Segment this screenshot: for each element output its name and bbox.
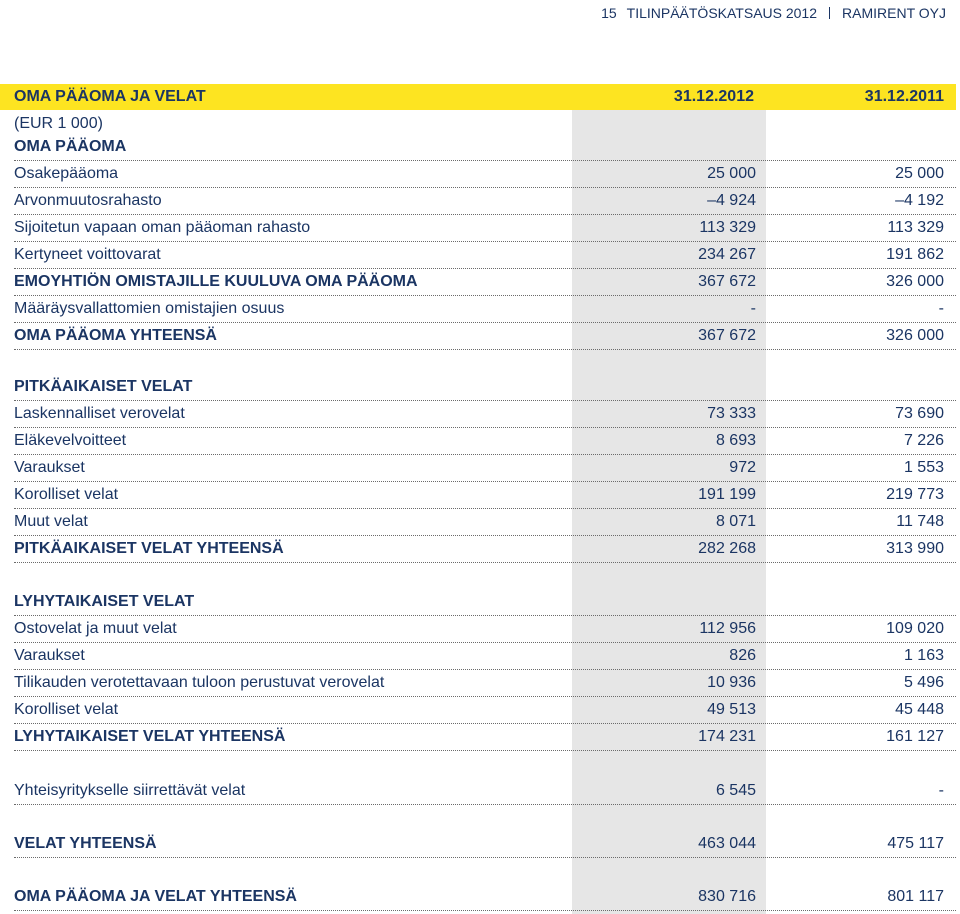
table-row: [14, 374, 956, 401]
page-header: [601, 0, 946, 26]
table-row: [14, 188, 956, 215]
row-label: OMA PÄÄOMA JA VELAT YHTEENSÄ: [14, 888, 297, 905]
table-row: [14, 323, 956, 350]
value-2012: 10 936: [707, 674, 756, 691]
table-row: [14, 509, 956, 536]
value-2011: 25 000: [895, 165, 944, 182]
table-row: [14, 778, 956, 805]
value-2012: 463 044: [698, 835, 756, 852]
value-2011: -: [938, 782, 944, 799]
report-title: TILINPÄÄTÖSKATSAUS 2012: [626, 5, 818, 21]
table-row: [14, 482, 956, 509]
value-2012: 282 268: [698, 540, 756, 557]
row-label: PITKÄAIKAISET VELAT YHTEENSÄ: [14, 540, 284, 557]
value-2011: 326 000: [886, 327, 944, 344]
value-2011: 191 862: [886, 246, 944, 263]
table-row: [14, 536, 956, 563]
table-row: [14, 643, 956, 670]
table-row: [14, 697, 956, 724]
row-label: Korolliset velat: [14, 486, 119, 503]
value-2012: 113 329: [699, 219, 756, 236]
table-row: [14, 831, 956, 858]
value-2011: 801 117: [887, 888, 944, 905]
row-label: Varaukset: [14, 647, 85, 664]
value-2012: 73 333: [707, 405, 756, 422]
value-2012: 8 071: [715, 513, 756, 530]
value-2012: –4 924: [707, 192, 756, 209]
table-row: [14, 428, 956, 455]
table-row: [14, 884, 956, 911]
table-row: [14, 296, 956, 323]
value-2011: 113 329: [887, 219, 944, 236]
value-2011: 11 748: [896, 513, 944, 530]
value-2011: 313 990: [886, 540, 944, 557]
company-name: RAMIRENT OYJ: [842, 5, 946, 21]
table-row: [14, 161, 956, 188]
value-2011: 475 117: [887, 835, 944, 852]
row-label: Osakepääoma: [14, 165, 119, 182]
row-label: Sijoitetun vapaan oman pääoman rahasto: [14, 219, 311, 236]
page-number: 15: [601, 5, 617, 21]
value-2012: 25 000: [707, 165, 756, 182]
row-label: Tilikauden verotettavaan tuloon perustuvat verovelat: [14, 674, 385, 691]
row-label: OMA PÄÄOMA: [14, 138, 127, 155]
value-2011: 7 226: [903, 432, 944, 449]
value-2012: 830 716: [698, 888, 756, 905]
row-label: OMA PÄÄOMA YHTEENSÄ: [14, 327, 217, 344]
row-label: Ostovelat ja muut velat: [14, 620, 177, 637]
row-label: Korolliset velat: [14, 701, 119, 718]
table-title: OMA PÄÄOMA JA VELAT: [14, 88, 206, 105]
value-2011: 1 553: [903, 459, 944, 476]
value-2011: 1 163: [903, 647, 944, 664]
table-row: [14, 134, 956, 161]
table-row: [14, 401, 956, 428]
value-2011: 5 496: [903, 674, 944, 691]
row-label: Kertyneet voittovarat: [14, 246, 161, 263]
row-label: EMOYHTIÖN OMISTAJILLE KUULUVA OMA PÄÄOMA: [14, 273, 418, 290]
value-2012: 234 267: [698, 246, 756, 263]
row-label: Laskennalliset verovelat: [14, 405, 185, 422]
table-row: [14, 110, 956, 137]
row-label: Varaukset: [14, 459, 85, 476]
row-label: (EUR 1 000): [14, 115, 103, 132]
value-2011: -: [938, 300, 944, 317]
value-2012: 8 693: [715, 432, 756, 449]
table-row: [14, 670, 956, 697]
table-row: [14, 455, 956, 482]
value-2011: 161 127: [886, 728, 944, 745]
table-row: [14, 589, 956, 616]
column-header-2011: 31.12.2011: [864, 88, 944, 105]
value-2012: 367 672: [698, 273, 756, 290]
value-2011: –4 192: [895, 192, 944, 209]
row-label: LYHYTAIKAISET VELAT: [14, 593, 195, 610]
table-header-row: [0, 84, 956, 110]
row-label: Muut velat: [14, 513, 88, 530]
value-2012: 367 672: [698, 327, 756, 344]
value-2012: 112 956: [699, 620, 756, 637]
value-2012: -: [750, 300, 756, 317]
header-separator: [829, 7, 830, 19]
value-2011: 326 000: [886, 273, 944, 290]
table-row: [14, 242, 956, 269]
table-row: [14, 724, 956, 751]
value-2011: 109 020: [886, 620, 944, 637]
row-label: PITKÄAIKAISET VELAT: [14, 378, 193, 395]
value-2012: 6 545: [715, 782, 756, 799]
table-row: [14, 215, 956, 242]
value-2012: 826: [729, 647, 756, 664]
column-header-2012: 31.12.2012: [673, 88, 754, 105]
row-label: LYHYTAIKAISET VELAT YHTEENSÄ: [14, 728, 286, 745]
value-2012: 174 231: [698, 728, 756, 745]
table-row: [14, 616, 956, 643]
value-2012: 191 199: [698, 486, 756, 503]
row-label: Yhteisyritykselle siirrettävät velat: [14, 782, 246, 799]
row-label: Määräysvallattomien omistajien osuus: [14, 300, 285, 317]
row-label: Arvonmuutosrahasto: [14, 192, 162, 209]
value-2011: 219 773: [886, 486, 944, 503]
value-2012: 972: [729, 459, 756, 476]
row-label: VELAT YHTEENSÄ: [14, 835, 157, 852]
value-2011: 45 448: [895, 701, 944, 718]
value-2011: 73 690: [895, 405, 944, 422]
value-2012: 49 513: [707, 701, 756, 718]
row-label: Eläkevelvoitteet: [14, 432, 127, 449]
table-row: [14, 269, 956, 296]
